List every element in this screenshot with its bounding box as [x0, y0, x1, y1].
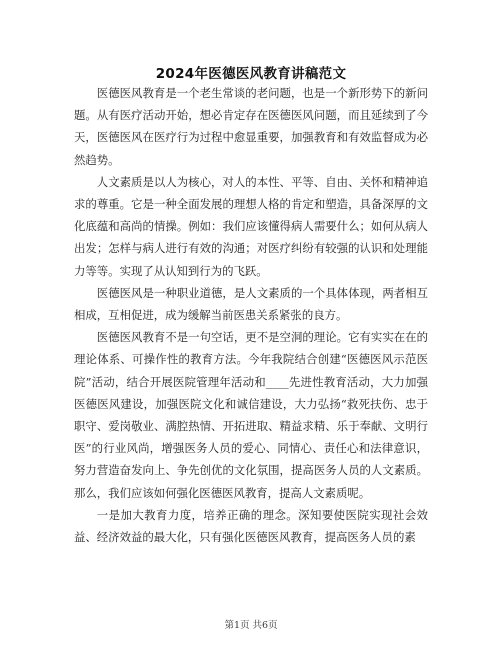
paragraph: 人文素质是以人为核心，对人的本性、平等、自由、关怀和精神追求的尊重。它是一种全面发展的理想人格的肯定和塑造，具备深厚的文化底蕴和高尚的情操。例如：我们应该懂得病人需要什么；如何从病人出发；怎样与病人进行有效的沟通；对医疗纠纷有较强的认识和处理能力等等。实现了从认知到行为的飞跃。	[74, 174, 428, 278]
paragraph: 医德医风教育不是一句空话，更不是空洞的理论。它有实实在在的理论体系、可操作性的教育方法。今年我院结合创建“医德医风示范医院”活动，结合开展医院管理年活动和____先进性教育活动，大力加强医德医风建设，加强医院文化和诚信建设，大力弘扬“救死扶伤、忠于职守、爱岗敬业、满腔热情、开拓进取、精益求精、乐于奉献、文明行医”的行业风尚，增强医务人员的爱心、同情心、责任心和法律意识，努力营造奋发向上、争先创优的文化氛围，提高医务人员的人文素质。那么，我们应该如何强化医德医风教育，提高人文素质呢。	[74, 330, 428, 500]
page-number-footer: 第1页 共6页	[224, 620, 278, 631]
paragraph: 一是加大教育力度，培养正确的理念。深知要使医院实现社会效益、经济效益的最大化，只有强化医德医风教育，提高医务人员的素	[74, 507, 428, 545]
paragraph: 医德医风是一种职业道德，是人文素质的一个具体体现，两者相互相成，互相促进，成为缓解当前医患关系紧张的良方。	[74, 285, 428, 323]
document-title: 2024年医德医风教育讲稿范文	[155, 66, 347, 82]
document-body	[74, 82, 428, 548]
paragraph: 医德医风教育是一个老生常谈的老问题，也是一个新形势下的新问题。从有医疗活动开始，想必肯定存在医德医风问题，而且延续到了今天，医德医风在医疗行为过程中愈显重要，加强教育和有效监督成为必然趋势。	[74, 86, 428, 167]
